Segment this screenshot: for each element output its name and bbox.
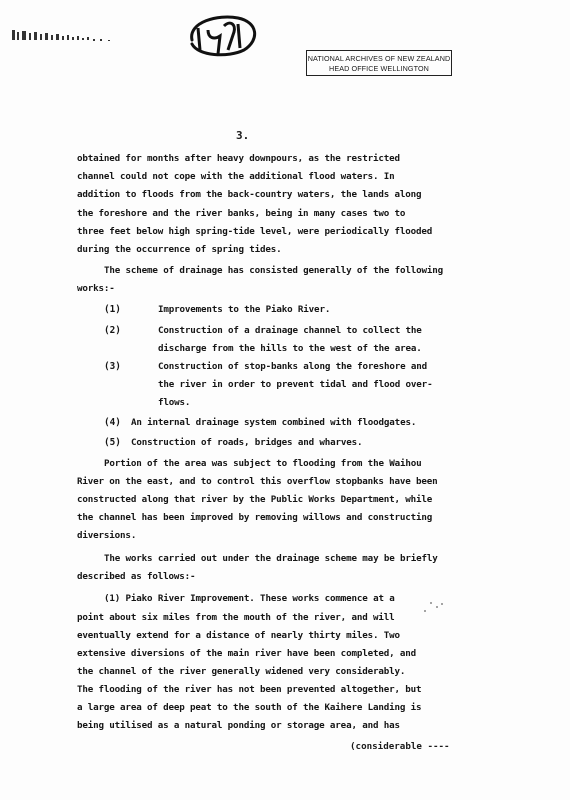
text-line: The works carried out under the drainage scheme may be briefly xyxy=(104,553,438,564)
scan-speck xyxy=(424,610,426,612)
list-item-text: flows. xyxy=(158,397,191,408)
list-item-text: Improvements to the Piako River. xyxy=(158,304,331,315)
text-line: described as follows:- xyxy=(77,571,196,582)
list-item-text: Construction of a drainage channel to collect the xyxy=(158,325,422,336)
text-line: diversions. xyxy=(77,530,137,541)
list-item-text: the river in order to prevent tidal and flood over- xyxy=(158,379,433,390)
text-line: being utilised as a natural ponding or storage area, and has xyxy=(77,720,400,731)
text-line: (1) Piako River Improvement. These works commence at a xyxy=(104,593,395,604)
text-line: River on the east, and to control this overflow stopbanks have been xyxy=(77,476,438,487)
text-line: during the occurrence of spring tides. xyxy=(77,244,282,255)
scan-speck xyxy=(430,602,432,604)
text-line: channel could not cope with the additional flood waters. In xyxy=(77,171,395,182)
text-line: The flooding of the river has not been prevented altogether, but xyxy=(77,684,422,695)
list-item-number: (2) xyxy=(104,325,121,336)
list-item-text: discharge from the hills to the west of the area. xyxy=(158,343,422,354)
text-line: eventually extend for a distance of nearly thirty miles. Two xyxy=(77,630,400,641)
stamp-line-2: HEAD OFFICE WELLINGTON xyxy=(329,64,429,73)
text-line: a large area of deep peat to the south of the Kaihere Landing is xyxy=(77,702,422,713)
text-line: the foreshore and the river banks, being in many cases two to xyxy=(77,208,406,219)
scan-speck xyxy=(436,606,438,608)
list-item-number: (1) xyxy=(104,304,121,315)
stamp-line-1: NATIONAL ARCHIVES OF NEW ZEALAND xyxy=(307,54,451,63)
scan-artifact xyxy=(10,22,125,50)
list-item-number: (3) xyxy=(104,361,121,372)
text-line: works:- xyxy=(77,283,115,294)
text-line: extensive diversions of the main river have been completed, and xyxy=(77,648,417,659)
list-item-text: Construction of stop-banks along the foreshore and xyxy=(158,361,428,372)
svg-text:(14): (14) xyxy=(221,43,224,44)
text-line: three feet below high spring-tide level, were periodically flooded xyxy=(77,226,433,237)
text-line: constructed along that river by the Public Works Department, while xyxy=(77,494,433,505)
list-item-text: An internal drainage system combined with floodgates. xyxy=(131,417,417,428)
list-item-number: (5) xyxy=(104,437,121,448)
text-line: the channel of the river generally widened very considerably. xyxy=(77,666,406,677)
text-line: The scheme of drainage has consisted generally of the following xyxy=(104,265,444,276)
text-line: Portion of the area was subject to flooding from the Waihou xyxy=(104,458,422,469)
archives-stamp xyxy=(306,50,452,76)
folio-number xyxy=(178,10,264,60)
list-item-text: Construction of roads, bridges and wharves. xyxy=(131,437,363,448)
list-item-number: (4) xyxy=(104,417,121,428)
text-line: point about six miles from the mouth of the river, and will xyxy=(77,612,395,623)
scan-speck xyxy=(441,603,443,605)
text-line: the channel has been improved by removing willows and constructing xyxy=(77,512,433,523)
page-number: 3. xyxy=(236,129,250,142)
catchword: (considerable ---- xyxy=(350,741,450,752)
text-line: addition to floods from the back-country waters, the lands along xyxy=(77,189,422,200)
text-line: obtained for months after heavy downpours, as the restricted xyxy=(77,153,400,164)
folio-circle-icon xyxy=(178,10,264,60)
